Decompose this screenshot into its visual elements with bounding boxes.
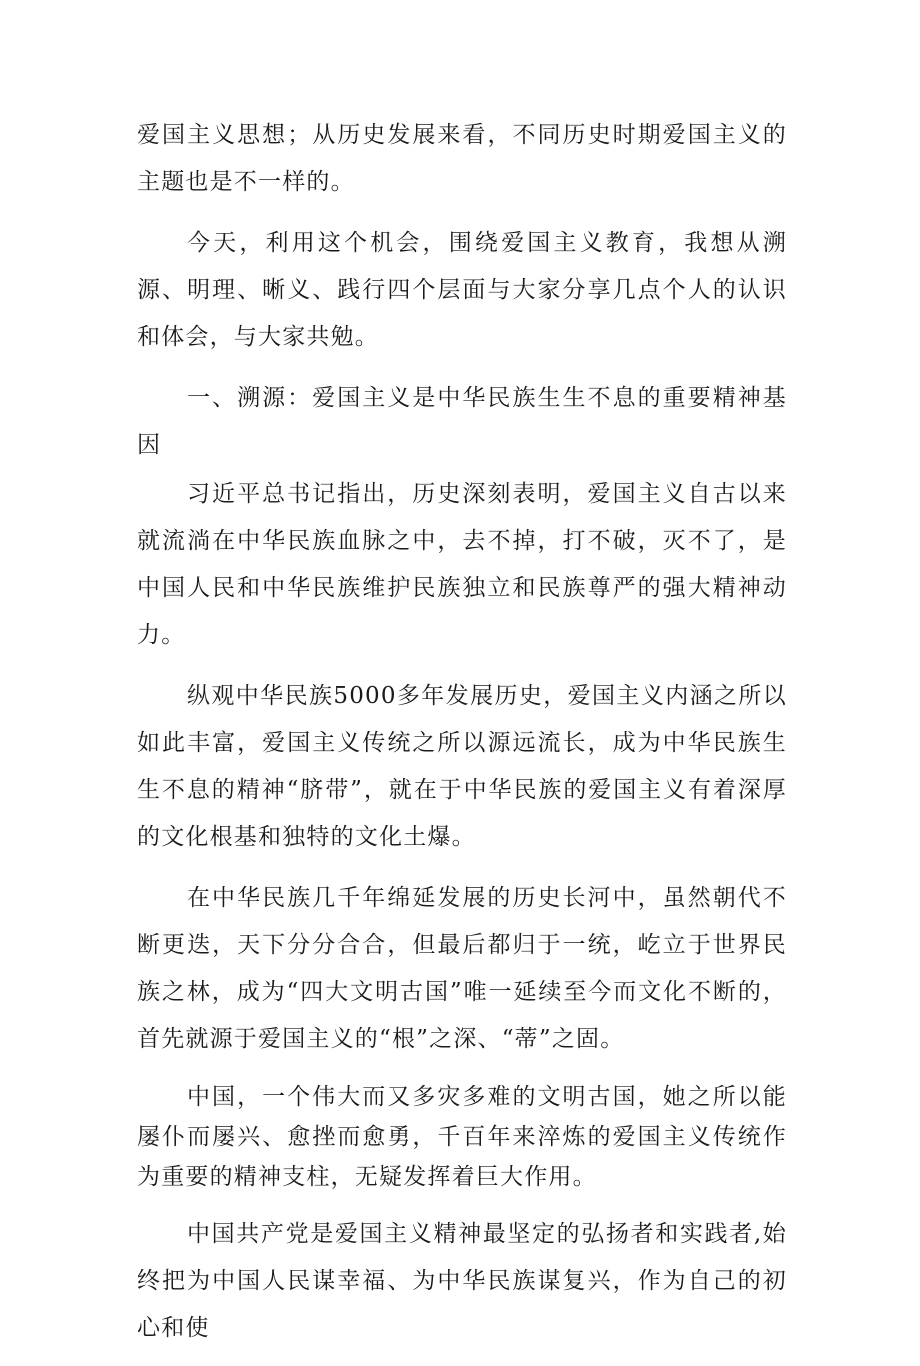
- paragraph-introduction: 今天，利用这个机会，围绕爱国主义教育，我想从溯源、明理、晰义、践行四个层面与大家分享几点个人的认识和体会，与大家共勉。: [137, 230, 787, 350]
- paragraph-resilience: 中国，一个伟大而又多灾多难的文明古国，她之所以能屡仆而屡兴、愈挫而愈勇，千百年来淬炼的爱国主义传统作为重要的精神支柱，无疑发挥着巨大作用。: [137, 1084, 787, 1190]
- paragraph-continuation: 爱国主义思想；从历史发展来看，不同历史时期爱国主义的主题也是不一样的。: [137, 122, 787, 195]
- paragraph-history: 纵观中华民族5000多年发展历史，爱国主义内涵之所以如此丰富，爱国主义传统之所以源远流长，成为中华民族生生不息的精神“脐带”，就在于中华民族的爱国主义有着深厚的文化根基和独特的文化土爆。: [137, 683, 787, 850]
- section-heading: 一、溯源：爱国主义是中华民族生生不息的重要精神基因: [137, 385, 787, 458]
- paragraph-quote: 习近平总书记指出，历史深刻表明，爱国主义自古以来就流淌在中华民族血脉之中，去不掉，打不破，灭不了，是中国人民和中华民族维护民族独立和民族尊严的强大精神动力。: [137, 481, 787, 648]
- document-body: [137, 112, 787, 1366]
- paragraph-unity: 在中华民族几千年绵延发展的历史长河中，虽然朝代不断更迭，天下分分合合，但最后都归于一统，屹立于世界民族之林，成为“四大文明古国”唯一延续至今而文化不断的，首先就源于爱国主义的“根”之深、“蒂”之固。: [137, 885, 787, 1052]
- paragraph-party: 中国共产党是爱国主义精神最坚定的弘扬者和实践者,始终把为中国人民谋幸福、为中华民族谋复兴，作为自己的初心和使: [137, 1221, 787, 1341]
